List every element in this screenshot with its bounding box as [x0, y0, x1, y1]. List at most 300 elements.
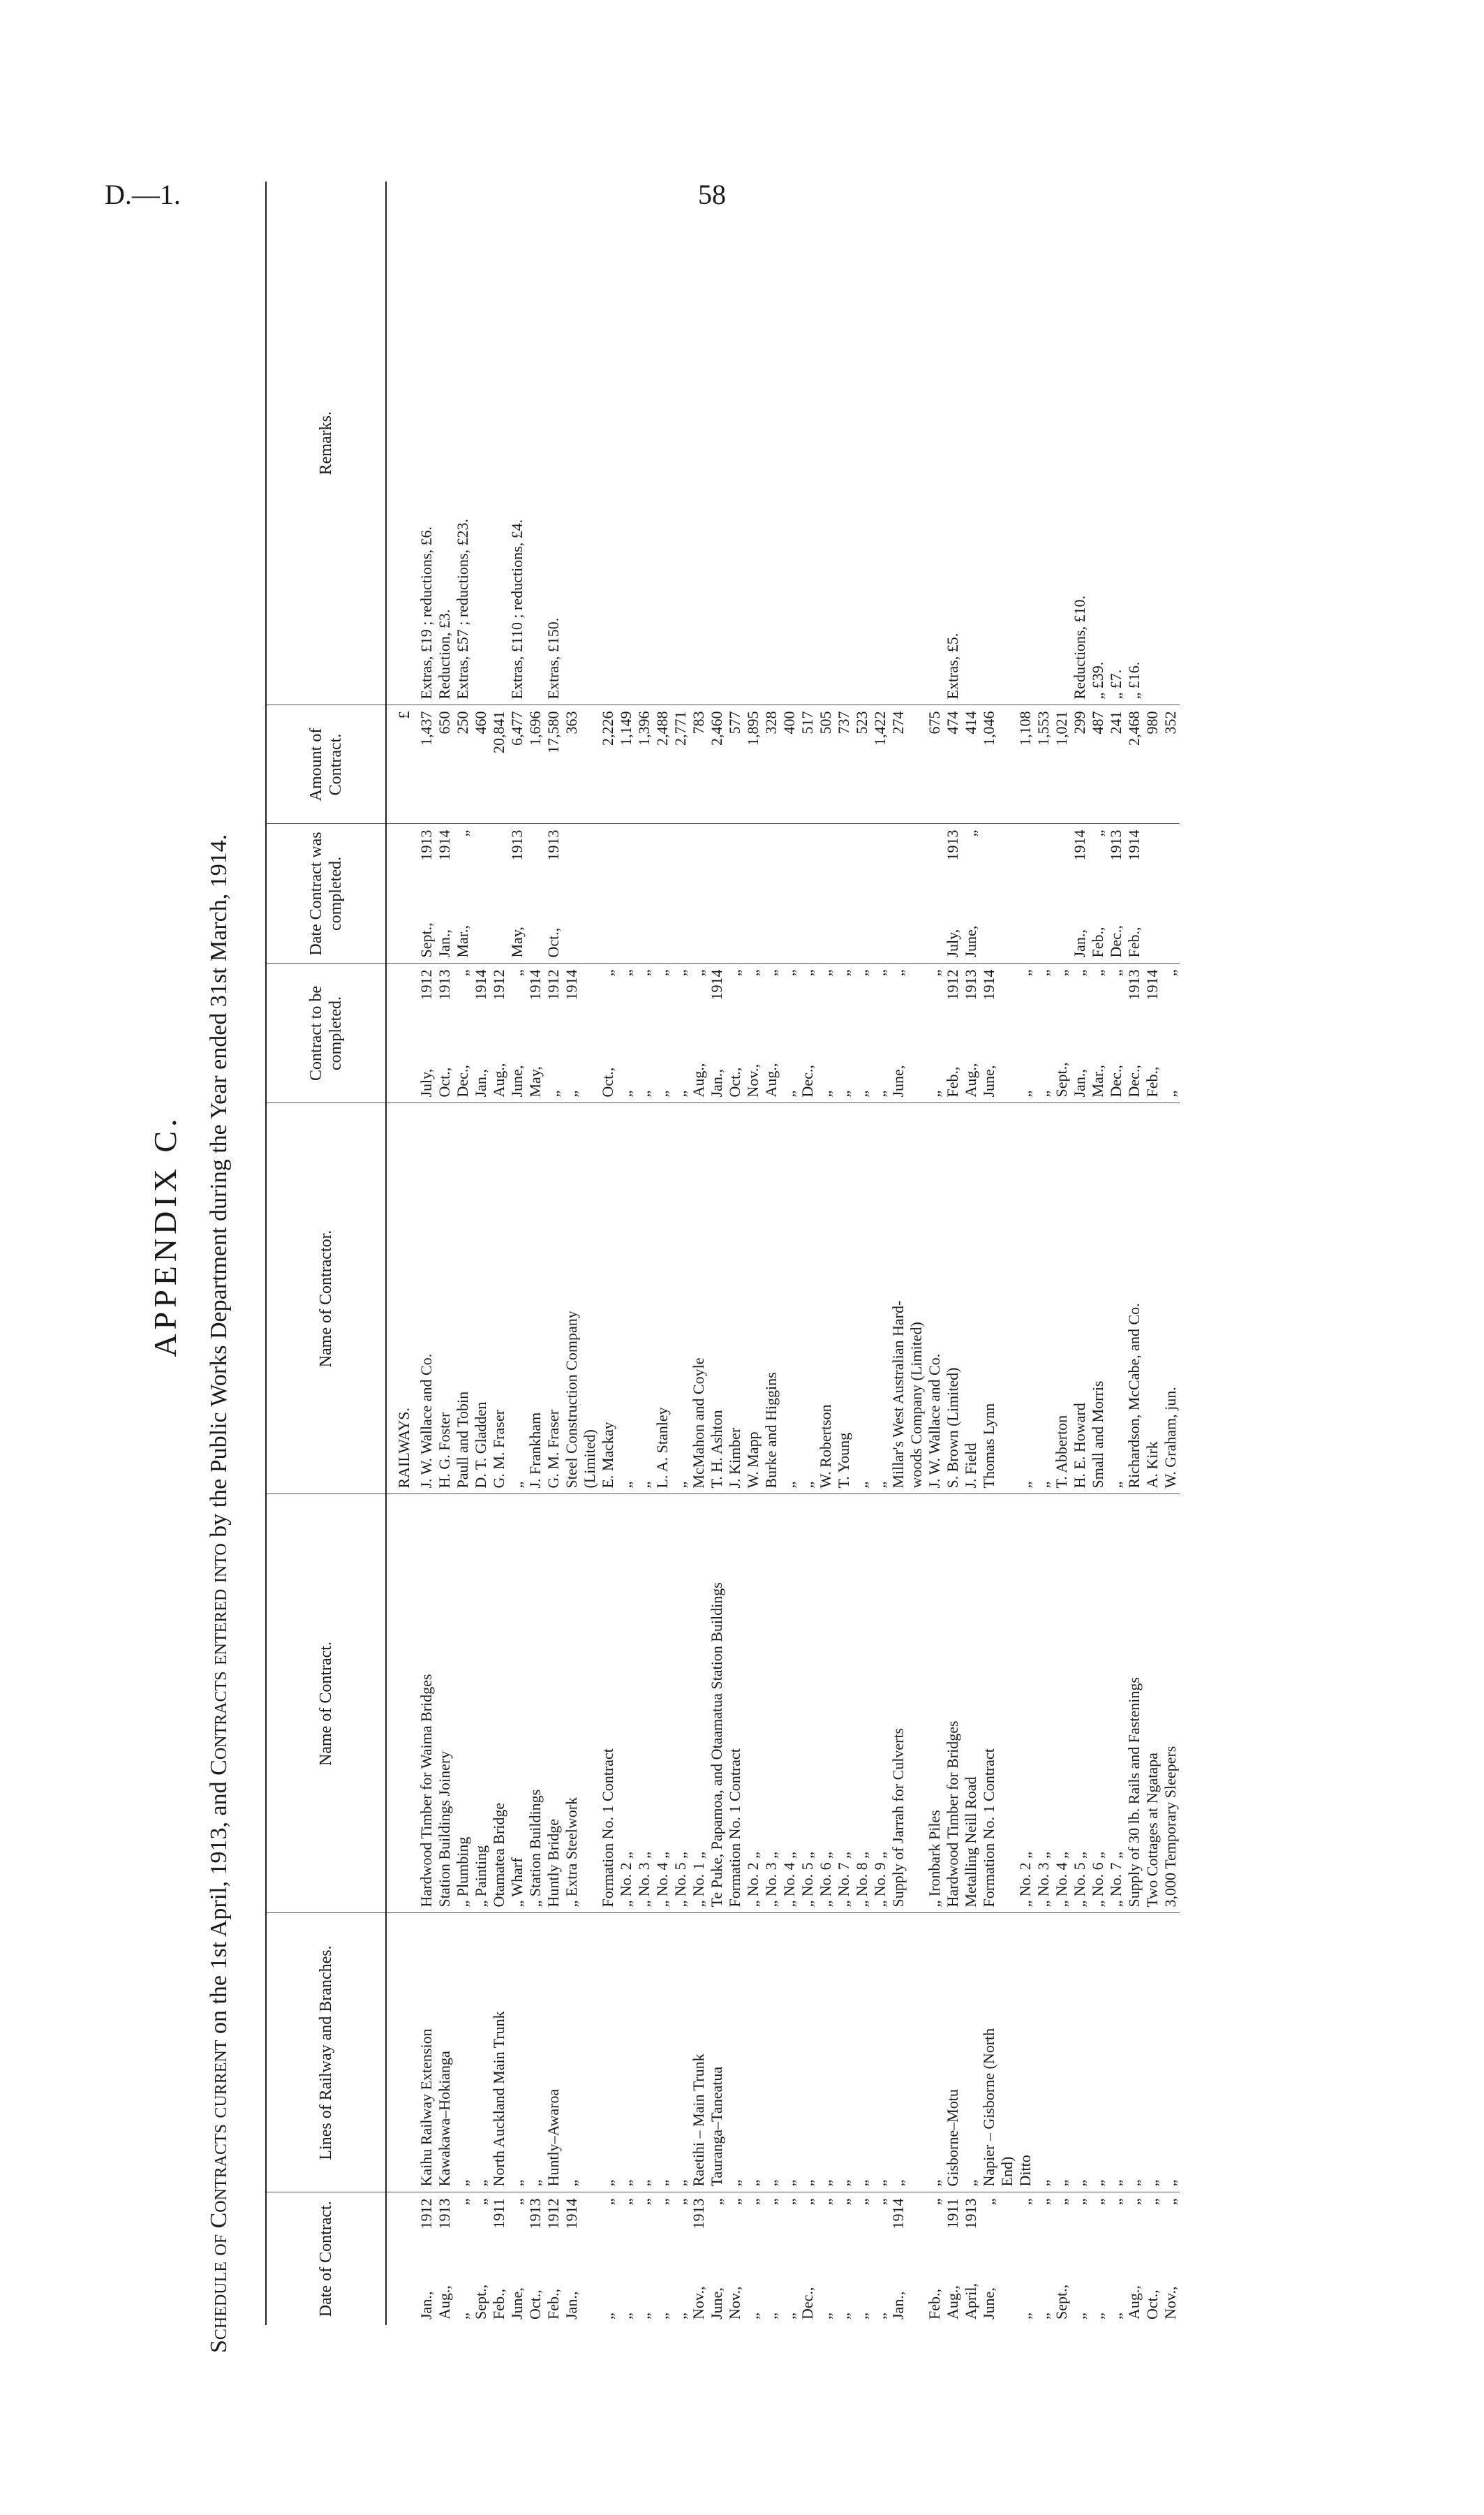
line-cell: Raetihi – Main Trunk: [690, 1913, 708, 2192]
tbc-month: Mar.,: [1089, 1065, 1106, 1098]
to-be-completed-cell: [690, 964, 708, 1103]
table-row: [417, 182, 436, 2325]
schedule-title-part: Contracts entered into: [206, 1543, 232, 1776]
line-cell: „: [744, 1913, 762, 2192]
date-month: „: [853, 2313, 870, 2319]
remarks-cell: „ £39.: [1089, 661, 1106, 700]
tbc-year: „: [508, 969, 526, 977]
line-cell: Kaihu Railway Extension: [417, 1913, 436, 2192]
contractor-cell: Millar's West Australian Hard-: [889, 1103, 907, 1494]
contractor-cell: W. Robertson: [817, 1103, 835, 1494]
contract-name-cell: Otamatea Bridge: [490, 1494, 508, 1913]
tbc-year: 1914: [1143, 969, 1161, 1001]
amount-cell: 474: [944, 705, 962, 824]
line-cell: Napier – Gisborne (North: [980, 1913, 998, 2192]
date-cell: [889, 2192, 907, 2325]
to-be-completed-cell: [871, 964, 889, 1103]
remarks-cell: [889, 182, 907, 705]
tbc-month: Sept.,: [1053, 1062, 1070, 1098]
tbc-year: „: [744, 969, 762, 977]
table-row: [744, 182, 762, 2325]
date-cell: [1143, 2192, 1162, 2325]
contract-name-cell: Hardwood Timber for Waima Bridges: [417, 1494, 436, 1913]
date-month: Feb.,: [544, 2289, 562, 2319]
tbc-year: 1912: [944, 969, 961, 1001]
schedule-title-part: on the 1st April, 1913, and: [206, 1775, 232, 2040]
remarks-cell: [490, 182, 508, 705]
date-month: „: [1089, 2313, 1106, 2319]
date-month: „: [780, 2313, 798, 2319]
comp-year: 1913: [417, 829, 435, 861]
to-be-completed-cell: [436, 964, 454, 1103]
line-cell: North Auckland Main Trunk: [490, 1913, 508, 2192]
line-cell: „: [563, 1913, 581, 2192]
date-month: „: [1016, 2313, 1034, 2319]
contract-name-cell: „ No. 3 „: [762, 1494, 780, 1913]
tbc-month: Feb.,: [944, 1066, 961, 1098]
to-be-completed-cell: [1125, 964, 1143, 1103]
completed-cell: [1107, 824, 1125, 964]
amount-cell: 1,895: [744, 705, 762, 824]
date-year: „: [817, 2198, 834, 2206]
tbc-year: 1914: [980, 969, 997, 1001]
section-cell: [386, 1494, 417, 1913]
tbc-month: Aug.,: [690, 1063, 707, 1098]
date-cell: [653, 2192, 671, 2325]
amount-cell: 505: [817, 705, 835, 824]
contract-name-cell: „ No. 4 „: [1053, 1494, 1071, 1913]
date-cell: [544, 2192, 563, 2325]
amount-cell: 517: [799, 705, 817, 824]
amount-cell: [998, 705, 1016, 824]
date-month: June,: [708, 2287, 725, 2319]
contract-name-cell: „ No. 3 „: [635, 1494, 653, 1913]
table-row: [1107, 182, 1125, 2325]
tbc-year: „: [1016, 969, 1034, 977]
comp-year: „: [1089, 829, 1106, 837]
date-year: „: [726, 2198, 743, 2206]
remarks-cell: [780, 182, 799, 705]
to-be-completed-cell: [1071, 964, 1089, 1103]
date-year: „: [708, 2198, 725, 2206]
comp-year: 1913: [944, 829, 961, 861]
table-row: [653, 182, 671, 2325]
contractor-cell: T. H. Ashton: [708, 1103, 726, 1494]
date-month: Oct.,: [526, 2289, 544, 2319]
tbc-year: „: [762, 969, 780, 977]
comp-month: Sept.,: [417, 922, 435, 958]
amount-cell: 328: [762, 705, 780, 824]
contract-name-cell: „ No. 2 „: [744, 1494, 762, 1913]
completed-cell: [635, 824, 653, 964]
contract-name-cell: „ No. 7 „: [1107, 1494, 1125, 1913]
date-cell: [853, 2192, 871, 2325]
date-cell: [944, 2192, 962, 2325]
date-year: „: [599, 2198, 616, 2206]
date-year: 1911: [490, 2198, 507, 2229]
to-be-completed-cell: [472, 964, 490, 1103]
remarks-cell: [926, 182, 944, 705]
remarks-cell: [708, 182, 726, 705]
date-month: „: [835, 2313, 852, 2319]
date-cell: [581, 2192, 599, 2325]
tbc-month: „: [1016, 1090, 1034, 1098]
amount-cell: [581, 705, 599, 824]
completed-cell: [780, 824, 799, 964]
contract-name-cell: „ Wharf: [508, 1494, 526, 1913]
to-be-completed-cell: [671, 964, 690, 1103]
date-year: 1913: [690, 2198, 707, 2229]
date-month: Aug.,: [436, 2285, 453, 2319]
table-row: [617, 182, 635, 2325]
date-year: „: [799, 2198, 816, 2206]
remarks-cell: [581, 182, 599, 705]
date-cell: [617, 2192, 635, 2325]
completed-cell: [490, 824, 508, 964]
amount-cell: 299: [1071, 705, 1089, 824]
amount-cell: 1,696: [526, 705, 544, 824]
table-row: [581, 182, 599, 2325]
date-month: June,: [508, 2287, 526, 2319]
date-month: Dec.,: [799, 2287, 816, 2319]
completed-cell: [998, 824, 1016, 964]
tbc-month: Feb.,: [1143, 1066, 1161, 1098]
date-month: „: [635, 2313, 653, 2319]
to-be-completed-cell: [980, 964, 998, 1103]
date-cell: [490, 2192, 508, 2325]
amount-cell: 274: [889, 705, 907, 824]
date-year: „: [1089, 2198, 1106, 2206]
to-be-completed-cell: [490, 964, 508, 1103]
date-month: Oct.,: [1143, 2289, 1161, 2319]
remarks-cell: [762, 182, 780, 705]
tbc-month: Nov.,: [744, 1064, 762, 1098]
table-row: [690, 182, 708, 2325]
remarks-cell: [998, 182, 1016, 705]
amount-cell: 1,149: [617, 705, 635, 824]
comp-year: 1914: [1071, 829, 1088, 861]
line-cell: „: [1143, 1913, 1162, 2192]
date-cell: [635, 2192, 653, 2325]
to-be-completed-cell: [799, 964, 817, 1103]
completed-cell: [1034, 824, 1053, 964]
section-cell: [386, 964, 417, 1103]
contractor-cell: McMahon and Coyle: [690, 1103, 708, 1494]
tbc-month: „: [871, 1090, 889, 1098]
remarks-cell: [853, 182, 871, 705]
line-cell: „: [1071, 1913, 1089, 2192]
to-be-completed-cell: [835, 964, 853, 1103]
line-cell: „: [1162, 1913, 1180, 2192]
remarks-cell: [617, 182, 635, 705]
contractor-cell: Thomas Lynn: [980, 1103, 998, 1494]
header-contractor: Name of Contractor.: [266, 1103, 386, 1494]
date-month: „: [817, 2313, 834, 2319]
completed-cell: [417, 824, 436, 964]
remarks-cell: [1162, 182, 1180, 705]
completed-cell: [544, 824, 563, 964]
amount-cell: 1,422: [871, 705, 889, 824]
table-row: [563, 182, 581, 2325]
tbc-year: „: [690, 969, 707, 977]
contractor-cell: „: [508, 1103, 526, 1494]
line-cell: „: [472, 1913, 490, 2192]
contract-name-cell: „ No. 4 „: [780, 1494, 799, 1913]
line-cell: „: [817, 1913, 835, 2192]
contractor-cell: T. Young: [835, 1103, 853, 1494]
tbc-month: June,: [889, 1065, 907, 1098]
to-be-completed-cell: [1107, 964, 1125, 1103]
comp-year: 1914: [1125, 829, 1143, 861]
to-be-completed-cell: [417, 964, 436, 1103]
to-be-completed-cell: [653, 964, 671, 1103]
completed-cell: [944, 824, 962, 964]
header-amount: Amount of Contract.: [266, 705, 386, 824]
contract-name-cell: „ No. 2 „: [1016, 1494, 1034, 1913]
tbc-month: June,: [508, 1065, 526, 1098]
contractor-cell: „: [671, 1103, 690, 1494]
date-cell: [962, 2192, 980, 2325]
contract-name-cell: 3,000 Temporary Sleepers: [1162, 1494, 1180, 1913]
table-row: [962, 182, 980, 2325]
remarks-cell: [653, 182, 671, 705]
amount-cell: 2,460: [708, 705, 726, 824]
contractor-cell: W. Graham, jun.: [1162, 1103, 1180, 1494]
contractor-cell: woods Company (Limited): [907, 1103, 926, 1494]
contractor-cell: J. W. Wallace and Co.: [926, 1103, 944, 1494]
tbc-month: Oct.,: [599, 1067, 616, 1098]
table-row: [472, 182, 490, 2325]
to-be-completed-cell: [926, 964, 944, 1103]
amount-cell: 783: [690, 705, 708, 824]
completed-cell: [1162, 824, 1180, 964]
date-month: Aug.,: [1125, 2285, 1143, 2319]
amount-cell: 1,553: [1034, 705, 1053, 824]
amount-cell: 6,477: [508, 705, 526, 824]
date-month: Sept.,: [472, 2284, 489, 2319]
currency-symbol: £: [386, 705, 417, 824]
table-row: [871, 182, 889, 2325]
date-month: „: [762, 2313, 780, 2319]
date-month: Nov.,: [726, 2286, 743, 2319]
date-year: „: [1125, 2198, 1143, 2206]
contract-name-cell: „ No. 5 „: [671, 1494, 690, 1913]
date-month: „: [671, 2313, 689, 2319]
date-year: „: [1162, 2198, 1179, 2206]
section-cell: [386, 824, 417, 964]
date-cell: [744, 2192, 762, 2325]
date-cell: [762, 2192, 780, 2325]
amount-cell: 400: [780, 705, 799, 824]
date-cell: [436, 2192, 454, 2325]
schedule-title: [206, 119, 232, 2353]
contract-name-cell: „ Painting: [472, 1494, 490, 1913]
date-month: Jan.,: [889, 2291, 907, 2319]
date-year: „: [1143, 2198, 1161, 2206]
line-cell: „: [1053, 1913, 1071, 2192]
date-year: „: [762, 2198, 780, 2206]
contract-name-cell: Formation No. 1 Contract: [599, 1494, 617, 1913]
to-be-completed-cell: [563, 964, 581, 1103]
contract-name-cell: „ Ironbark Piles: [926, 1494, 944, 1913]
remarks-cell: [744, 182, 762, 705]
date-cell: [508, 2192, 526, 2325]
table-row: [799, 182, 817, 2325]
schedule-title-part: Schedule of: [206, 2228, 232, 2353]
tbc-year: „: [817, 969, 834, 977]
tbc-year: „: [799, 969, 816, 977]
contractor-cell: J. Frankham: [526, 1103, 544, 1494]
remarks-cell: [671, 182, 690, 705]
schedule-title-part: by the Public Works Department during the Year ended 31st March, 1914.: [206, 834, 232, 1544]
line-cell: „: [454, 1913, 472, 2192]
date-cell: [835, 2192, 853, 2325]
date-year: „: [454, 2198, 471, 2206]
amount-cell: 1,021: [1053, 705, 1071, 824]
completed-cell: [871, 824, 889, 964]
line-cell: „: [671, 1913, 690, 2192]
date-cell: [417, 2192, 436, 2325]
comp-month: Jan.,: [436, 929, 453, 958]
completed-cell: [617, 824, 635, 964]
date-year: 1912: [544, 2198, 562, 2229]
completed-cell: [436, 824, 454, 964]
line-cell: „: [835, 1913, 853, 2192]
date-month: June,: [980, 2287, 997, 2319]
tbc-year: 1913: [1125, 969, 1143, 1001]
remarks-cell: [835, 182, 853, 705]
comp-month: July,: [944, 929, 961, 958]
table-row: [944, 182, 962, 2325]
contractor-cell: „: [617, 1103, 635, 1494]
header-date: Date of Contract.: [266, 2192, 386, 2325]
comp-year: 1913: [544, 829, 562, 861]
contract-name-cell: Formation No. 1 Contract: [726, 1494, 744, 1913]
date-cell: [1125, 2192, 1143, 2325]
amount-cell: 650: [436, 705, 454, 824]
date-year: 1911: [944, 2198, 961, 2229]
line-cell: „: [780, 1913, 799, 2192]
date-year: 1914: [563, 2198, 580, 2229]
completed-cell: [962, 824, 980, 964]
remarks-cell: [817, 182, 835, 705]
date-year: „: [835, 2198, 852, 2206]
date-cell: [690, 2192, 708, 2325]
table-header-row: [266, 182, 386, 2325]
table-row: [926, 182, 944, 2325]
date-month: „: [1034, 2313, 1052, 2319]
amount-cell: 2,226: [599, 705, 617, 824]
tbc-year: „: [1107, 969, 1125, 977]
date-year: „: [853, 2198, 870, 2206]
tbc-month: „: [563, 1090, 580, 1098]
amount-cell: 352: [1162, 705, 1180, 824]
date-cell: [926, 2192, 944, 2325]
table-row: [762, 182, 780, 2325]
line-cell: Ditto: [1016, 1913, 1034, 2192]
remarks-cell: Extras, £19 ; reductions, £6.: [417, 526, 435, 700]
remarks-cell: Extras, £57 ; reductions, £23.: [454, 519, 471, 700]
header-name-contract: Name of Contract.: [266, 1494, 386, 1913]
tbc-year: „: [1034, 969, 1052, 977]
contract-name-cell: „ No. 7 „: [835, 1494, 853, 1913]
remarks-cell: „ £16.: [1125, 661, 1143, 700]
date-year: „: [671, 2198, 689, 2206]
table-row: [726, 182, 744, 2325]
to-be-completed-cell: [1034, 964, 1053, 1103]
date-month: „: [617, 2313, 635, 2319]
line-cell: „: [526, 1913, 544, 2192]
line-cell: „: [653, 1913, 671, 2192]
amount-cell: [907, 705, 926, 824]
completed-cell: [744, 824, 762, 964]
date-year: „: [780, 2198, 798, 2206]
contract-name-cell: „ No. 1 „: [690, 1494, 708, 1913]
remarks-cell: [635, 182, 653, 705]
contract-name-cell: [998, 1494, 1016, 1913]
contractor-cell: L. A. Stanley: [653, 1103, 671, 1494]
line-cell: „: [635, 1913, 653, 2192]
date-cell: [907, 2192, 926, 2325]
comp-month: June,: [962, 925, 979, 958]
table-row: [708, 182, 726, 2325]
date-cell: [1071, 2192, 1089, 2325]
tbc-month: Jan.,: [1071, 1069, 1088, 1098]
date-month: „: [744, 2313, 762, 2319]
header-completed: Date Contract was completed.: [266, 824, 386, 964]
amount-cell: 523: [853, 705, 871, 824]
date-month: „: [454, 2313, 471, 2319]
date-month: Feb.,: [490, 2289, 507, 2319]
line-cell: „: [1125, 1913, 1143, 2192]
tbc-month: „: [635, 1090, 653, 1098]
date-month: Jan.,: [563, 2291, 580, 2319]
contractor-cell: Steel Construction Company: [563, 1103, 581, 1494]
date-cell: [708, 2192, 726, 2325]
completed-cell: [762, 824, 780, 964]
table-row: [436, 182, 454, 2325]
tbc-month: Dec.,: [799, 1065, 816, 1098]
table-row: [599, 182, 617, 2325]
completed-cell: [889, 824, 907, 964]
tbc-year: „: [853, 969, 870, 977]
contractor-cell: Richardson, McCabe, and Co.: [1125, 1103, 1143, 1494]
date-year: „: [1053, 2198, 1070, 2206]
contract-name-cell: Supply of 30 lb. Rails and Fastenings: [1125, 1494, 1143, 1913]
tbc-year: „: [617, 969, 635, 977]
tbc-year: „: [780, 969, 798, 977]
completed-cell: [1125, 824, 1143, 964]
tbc-year: 1914: [526, 969, 544, 1001]
remarks-cell: Reduction, £3.: [436, 609, 453, 700]
contractor-cell: „: [1034, 1103, 1053, 1494]
date-year: 1913: [436, 2198, 453, 2229]
contract-name-cell: Hardwood Timber for Bridges: [944, 1494, 962, 1913]
date-cell: [671, 2192, 690, 2325]
completed-cell: [526, 824, 544, 964]
amount-cell: 414: [962, 705, 980, 824]
date-month: Nov.,: [690, 2286, 707, 2319]
tbc-year: „: [1071, 969, 1088, 977]
remarks-cell: [472, 182, 490, 705]
amount-cell: 1,046: [980, 705, 998, 824]
date-cell: [472, 2192, 490, 2325]
remarks-cell: [526, 182, 544, 705]
date-cell: [871, 2192, 889, 2325]
remarks-cell: [962, 182, 980, 705]
remarks-cell: [726, 182, 744, 705]
amount-cell: 1,437: [417, 705, 436, 824]
